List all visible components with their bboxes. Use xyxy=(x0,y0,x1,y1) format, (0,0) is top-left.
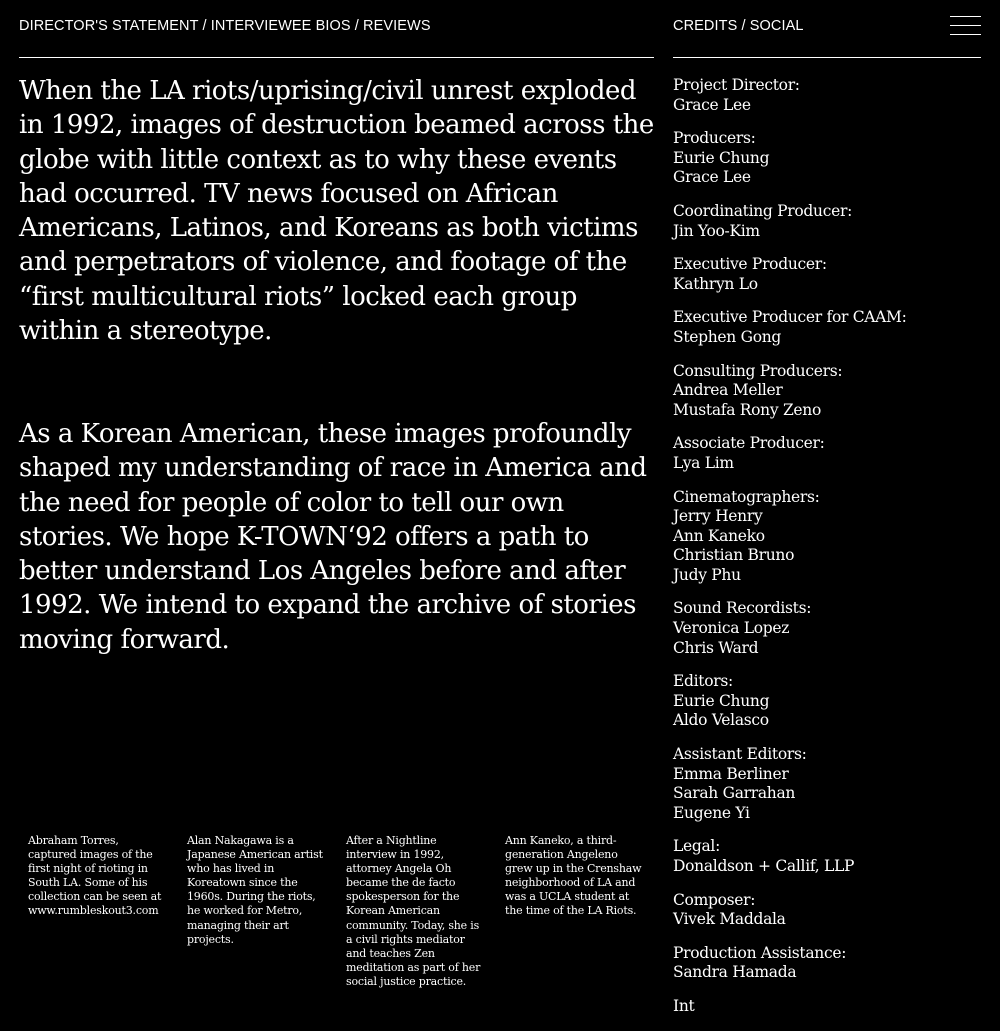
credit-name: Donaldson + Callif, LLP xyxy=(673,857,855,875)
credit-group xyxy=(673,362,993,421)
credit-role: Consulting Producers: xyxy=(673,361,843,380)
credit-role: Coordinating Producer: xyxy=(673,201,853,220)
credit-name: Chris Ward xyxy=(673,638,759,657)
bio-angela-oh: After a Nightline interview in 1992, attorney Angela Oh became the de facto spokesperson for the Korean American community. Today, she is a civil rights mediator and teaches Zen meditation as part of her social justice practice. xyxy=(346,834,481,988)
credit-name: Eurie Chung xyxy=(673,691,770,710)
divider xyxy=(673,57,981,58)
credit-name: Stephen Gong xyxy=(673,327,782,346)
divider xyxy=(19,57,654,58)
credit-group xyxy=(673,129,993,188)
menu-line xyxy=(950,25,981,26)
credit-role: Project Director: xyxy=(673,76,800,94)
credit-name: Aldo Velasco xyxy=(673,711,769,730)
credit-role: Associate Producer: xyxy=(673,434,825,453)
credit-name: Sarah Garrahan xyxy=(673,784,796,803)
nav-link-directors-statement[interactable]: DIRECTOR'S STATEMENT xyxy=(19,18,199,34)
main-nav xyxy=(19,18,431,34)
credit-name: Emma Berliner xyxy=(673,764,789,783)
nav-link-interviewee-bios[interactable]: INTERVIEWEE BIOS xyxy=(210,18,351,34)
nav-separator: / xyxy=(350,18,364,34)
credit-name: Vivek Maddala xyxy=(673,910,786,929)
menu-line xyxy=(950,34,981,35)
credit-role: Legal: xyxy=(673,837,721,856)
credit-name: Jin Yoo-Kim xyxy=(673,221,760,240)
statement-paragraph: When the LA riots/uprising/civil unrest exploded in 1992, images of destruction beamed across the globe with little context as to why these events had occurred. TV news focused on African Americans, Latinos, and Koreans as both victims and perpetrators of violence, and footage of the “first multicultural riots” locked each group within a stereotype. xyxy=(19,76,654,347)
bio-abraham-torres: Abraham Torres, captured images of the first night of rioting in South LA. Some of his collection can be seen at www.rumbleskout3.com xyxy=(28,834,162,918)
credit-role: Executive Producer: xyxy=(673,255,827,274)
bio-ann-kaneko: Ann Kaneko, a third-generation Angeleno grew up in the Crenshaw neighborhood of LA and was a UCLA student at the time of the LA Riots. xyxy=(505,834,642,918)
nav-separator: / xyxy=(198,18,211,34)
credit-name: Kathryn Lo xyxy=(673,274,758,293)
credit-name: Ann Kaneko xyxy=(673,526,765,545)
nav-link-reviews[interactable]: REVIEWS xyxy=(363,18,431,34)
credit-role: Editors: xyxy=(673,672,733,691)
credit-role: Sound Recordists: xyxy=(673,599,812,618)
credit-group xyxy=(673,488,993,586)
credit-group xyxy=(673,745,993,823)
credit-role: Assistant Editors: xyxy=(673,745,807,764)
hamburger-menu-icon[interactable] xyxy=(950,16,981,36)
credit-name: Andrea Meller xyxy=(673,381,783,400)
credit-role: Production Assistance: xyxy=(673,943,847,962)
credit-name: Christian Bruno xyxy=(673,546,795,565)
credit-group xyxy=(673,255,993,294)
credit-group xyxy=(673,202,993,241)
credit-name: Sandra Hamada xyxy=(673,963,797,982)
credit-group xyxy=(673,308,993,347)
statement-paragraph: As a Korean American, these images profoundly shaped my understanding of race in America and the need for people of color to tell our own stories. We hope K-TOWN‘92 offers a path to better understand Los Angeles before and after 1992. We intend to expand the archive of stories moving forward. xyxy=(19,419,647,655)
credit-name: Eurie Chung xyxy=(673,148,770,167)
credit-name: Grace Lee xyxy=(673,168,751,187)
credit-name: Eugene Yi xyxy=(673,803,750,822)
credit-role: Executive Producer for CAAM: xyxy=(673,308,907,327)
credit-group xyxy=(673,997,993,1017)
credit-name: Mustafa Rony Zeno xyxy=(673,400,822,419)
credit-name: Veronica Lopez xyxy=(673,619,790,638)
bio-alan-nakagawa: Alan Nakagawa is a Japanese American artist who has lived in Koreatown since the 1960s. During the riots, he worked for Metro, managing their art projects. xyxy=(187,834,323,946)
menu-line xyxy=(950,16,981,17)
credit-name: Lya Lim xyxy=(673,453,734,472)
credit-group xyxy=(673,672,993,731)
nav-separator: / xyxy=(737,18,750,34)
credit-group xyxy=(673,76,993,115)
nav-link-credits[interactable]: CREDITS xyxy=(673,18,738,34)
credit-role: Composer: xyxy=(673,890,756,909)
credit-name: Grace Lee xyxy=(673,95,751,114)
credit-group xyxy=(673,434,993,473)
credit-group xyxy=(673,837,993,876)
credit-group xyxy=(673,599,993,658)
credit-role: Cinematographers: xyxy=(673,487,820,506)
credit-group xyxy=(673,944,993,983)
credit-name: Judy Phu xyxy=(673,565,741,584)
secondary-nav xyxy=(673,18,804,34)
credit-name: Jerry Henry xyxy=(673,507,763,526)
credits-list xyxy=(673,76,993,1031)
credit-role: Producers: xyxy=(673,129,756,148)
credit-role: Int xyxy=(673,996,695,1015)
credit-group xyxy=(673,891,993,930)
nav-link-social[interactable]: SOCIAL xyxy=(749,18,804,34)
